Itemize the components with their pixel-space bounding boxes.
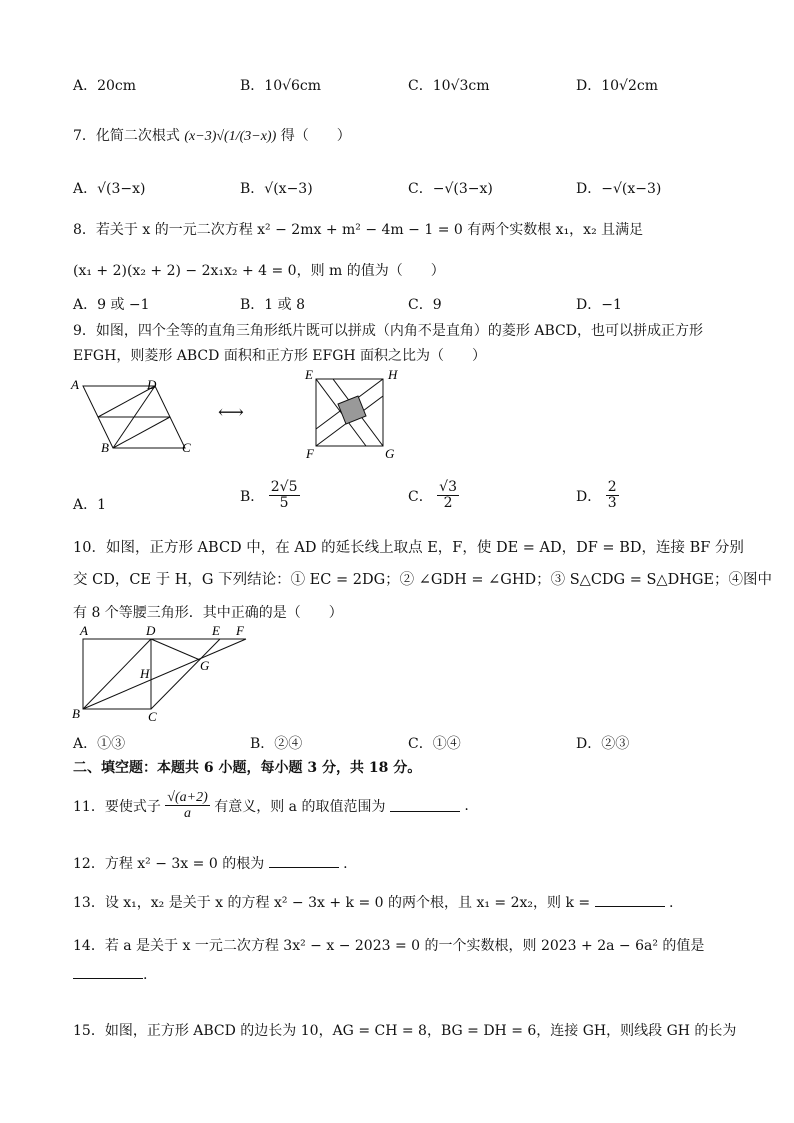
q10-line1: 10．如图，正方形 ABCD 中，在 AD 的延长线上取点 E，F，使 DE = AD，DF = BD，连接 BF 分别	[73, 540, 744, 556]
q11: 11．要使式子 $\frac{√(a+2)}{a}$ 有意义，则 a 的取值范围为 .	[73, 790, 469, 822]
q10-option-d: D．②③	[576, 736, 630, 752]
q7-option-c: C．−√(3−x)	[408, 181, 493, 197]
label-h: H	[388, 367, 398, 382]
q10-line2: 交 CD，CE 于 H，G 下列结论：① EC = 2DG；② ∠GDH = ∠GHD；③ S△CDG = S△DHGE；④图中	[73, 572, 773, 588]
segment-dg	[151, 639, 200, 660]
q10-figure	[70, 623, 255, 723]
q12-stem: 12．方程 x² − 3x = 0 的根为	[73, 856, 265, 872]
q10-line3: 有 8 个等腰三角形．其中正确的是（ ）	[73, 605, 343, 621]
q11-suffix: 有意义，则 a 的取值范围为	[214, 798, 386, 815]
q13: 13．设 x₁，x₂ 是关于 x 的方程 x² − 3x + k = 0 的两个根，且 x₁ = 2x₂，则 k = .	[73, 895, 674, 911]
q9-line2: EFGH，则菱形 ABCD 面积和正方形 EFGH 面积之比为（ ）	[73, 348, 487, 364]
q9-option-a: A．1	[73, 497, 107, 513]
q13-stem: 13．设 x₁，x₂ 是关于 x 的方程 x² − 3x + k = 0 的两个根，且 x₁ = 2x₂，则 k =	[73, 895, 591, 911]
q11-numerator: √(a+2)	[167, 790, 208, 805]
q12-answer-blank[interactable]	[269, 855, 339, 868]
square-center-shaded	[338, 396, 366, 424]
label-e: E	[305, 367, 313, 382]
segment-bf	[83, 639, 246, 709]
q8-option-a: A．9 或 −1	[73, 297, 150, 313]
q14-line2: .	[73, 966, 147, 983]
rhombus-segment-2	[113, 417, 170, 448]
square-helper	[316, 379, 333, 446]
q9-square-figure	[300, 367, 410, 462]
q10-option-b: B．②④	[250, 736, 303, 752]
q6-option-a: A．20cm	[73, 78, 137, 94]
label-d: D	[146, 623, 156, 638]
q7-stem	[73, 125, 351, 145]
q14-answer-blank[interactable]	[73, 966, 143, 979]
q8-option-d: D．−1	[576, 297, 622, 313]
q15-line1: 15．如图，正方形 ABCD 的边长为 10，AG = CH = 8，BG = DH = 6，连接 GH，则线段 GH 的长为	[73, 1023, 737, 1039]
label-g: G	[385, 446, 395, 461]
q8-line2: (x₁ + 2)(x₂ + 2) − 2x₁x₂ + 4 = 0，则 m 的值为（ ）	[73, 263, 445, 279]
section-2-heading: 二、填空题：本题共 6 小题，每小题 3 分，共 18 分。	[73, 760, 422, 776]
q7-option-d: D．−√(x−3)	[576, 181, 662, 197]
label-g: G	[200, 658, 210, 673]
label-b: B	[72, 706, 80, 721]
q14-line1: 14．若 a 是关于 x 一元二次方程 3x² − x − 2023 = 0 的一个实数根，则 2023 + 2a − 6a² 的值是	[73, 938, 705, 954]
label-h: H	[140, 666, 150, 681]
q8-option-c: C．9	[408, 297, 442, 313]
q6-option-b: B．10√6cm	[240, 78, 322, 94]
q6-option-c: C．10√3cm	[408, 78, 490, 94]
q10-option-c: C．①④	[408, 736, 461, 752]
q9-rhombus-figure	[65, 372, 205, 462]
q6-option-d: D．10√2cm	[576, 78, 658, 94]
q8-line1: 8．若关于 x 的一元二次方程 x² − 2mx + m² − 4m − 1 = 0 有两个实数根 x₁，x₂ 且满足	[73, 222, 644, 238]
label-e: E	[212, 623, 220, 638]
q9-option-c: C． $\frac{√3}{2}$	[408, 479, 457, 512]
label-c: C	[182, 440, 191, 455]
q11-prefix: 11．要使式子	[73, 798, 161, 815]
q8-option-b: B．1 或 8	[240, 297, 306, 313]
q9-option-d: D． $\frac{2}{3}$	[576, 479, 617, 512]
q7-option-a: A．√(3−x)	[73, 181, 146, 197]
q11-answer-blank[interactable]	[390, 799, 460, 812]
q9-option-b: B． $\frac{2√5}{5}$	[240, 479, 298, 512]
segment-ce	[151, 639, 220, 709]
label-a: A	[80, 623, 88, 638]
q13-answer-blank[interactable]	[595, 894, 665, 907]
label-f: F	[236, 623, 244, 638]
q7-suffix: 得（ ）	[280, 128, 351, 144]
q7-expression: (x−3)√(1/(3−x))	[184, 129, 277, 144]
q9-line1: 9．如图，四个全等的直角三角形纸片既可以拼成（内角不是直角）的菱形 ABCD，也可以拼成正方形	[73, 323, 703, 339]
q11-denominator: a	[184, 806, 192, 822]
label-f: F	[306, 446, 314, 461]
q9-double-arrow: ⟷	[218, 402, 244, 423]
q7-option-b: B．√(x−3)	[240, 181, 313, 197]
label-d: D	[147, 377, 157, 392]
q12: 12．方程 x² − 3x = 0 的根为 .	[73, 856, 348, 872]
label-a: A	[71, 377, 79, 392]
label-b: B	[101, 440, 109, 455]
q10-option-a: A．①③	[73, 736, 126, 752]
label-c: C	[148, 709, 157, 723]
q7-prefix: 7．化简二次根式	[73, 128, 180, 144]
